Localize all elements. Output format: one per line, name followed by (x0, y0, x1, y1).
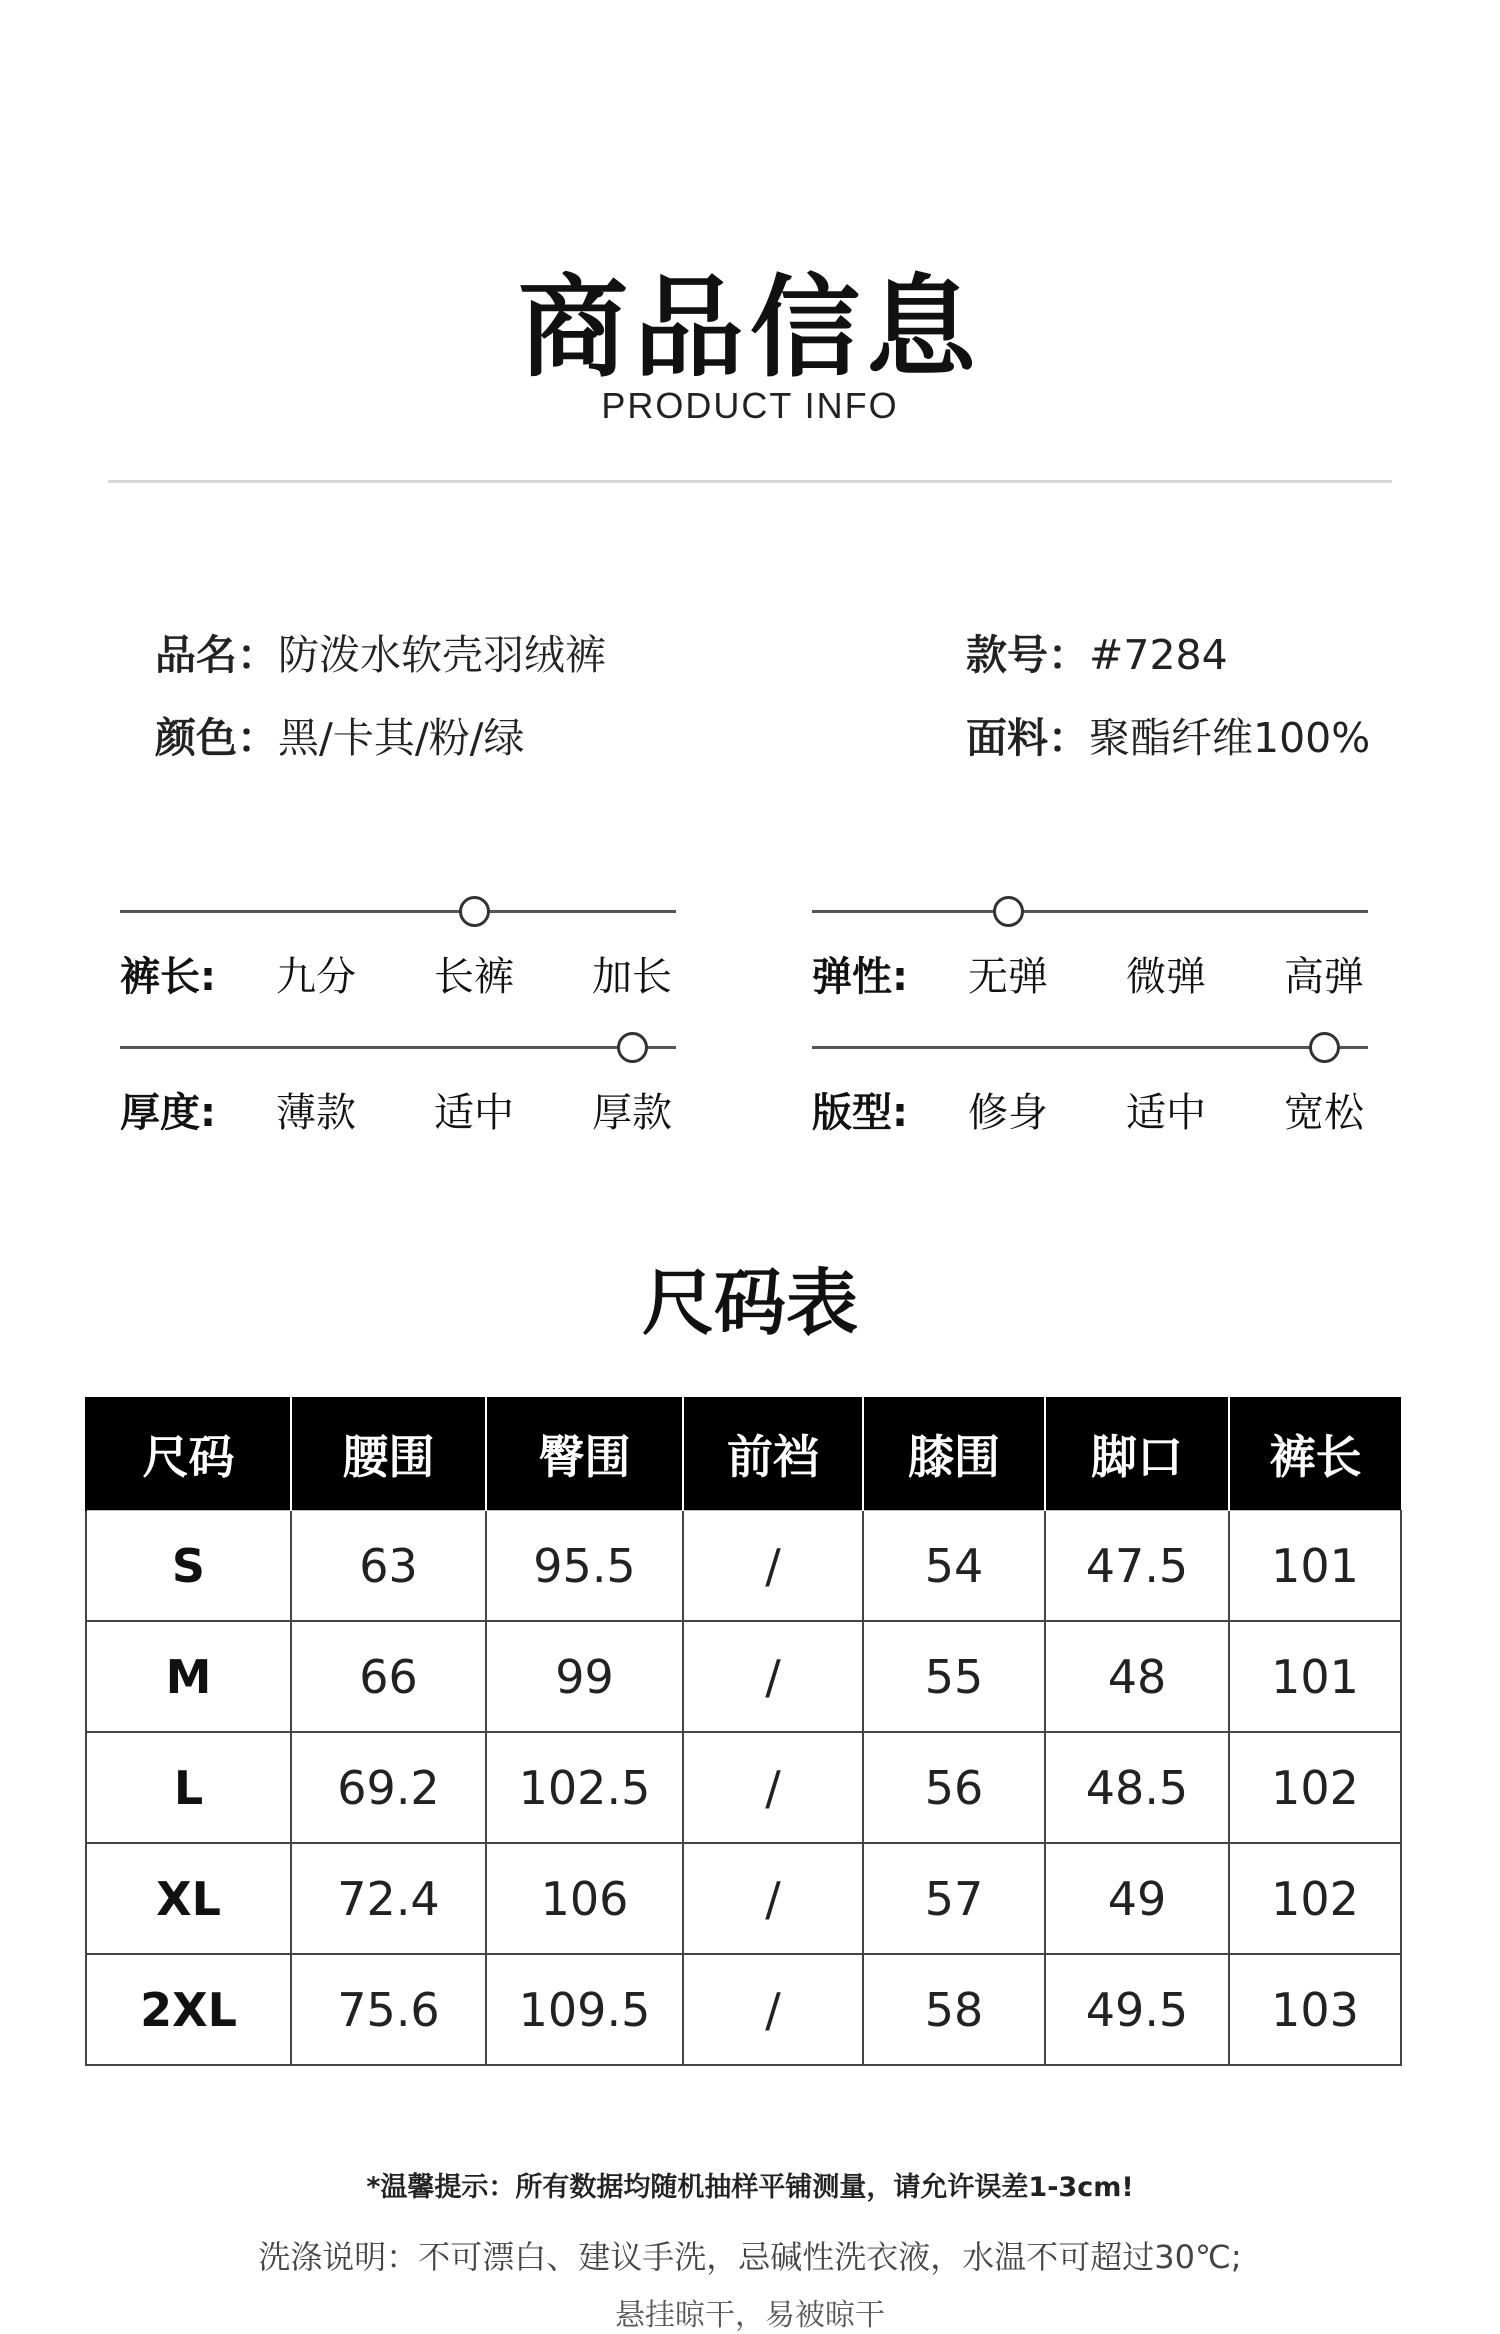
attribute-option: 适中 (1126, 1090, 1206, 1136)
info-style-label: 款号： (966, 631, 1089, 679)
info-color (155, 705, 524, 764)
size-table-header (86, 1397, 1401, 1511)
cell-waist: 72.4 (291, 1843, 486, 1954)
info-name-label: 品名： (155, 631, 278, 679)
page-title: 商品信息 (518, 264, 982, 392)
attribute-option: 高弹 (1284, 954, 1364, 1000)
divider (108, 480, 1392, 483)
header-hem: 脚口 (1045, 1397, 1229, 1511)
cell-knee: 58 (863, 1954, 1045, 2065)
table-row (86, 1621, 1401, 1732)
header-front-rise: 前裆 (683, 1397, 863, 1511)
cell-length: 102 (1229, 1732, 1401, 1843)
cell-hip: 99 (486, 1621, 683, 1732)
attribute-option: 薄款 (276, 1090, 356, 1136)
attribute-option: 长裤 (434, 954, 514, 1000)
attribute-marker (459, 896, 490, 927)
cell-hem: 49.5 (1045, 1954, 1229, 2065)
info-style (966, 622, 1228, 681)
cell-front-rise: / (683, 1511, 863, 1622)
attribute-option: 厚款 (592, 1090, 672, 1136)
size-chart-title: 尺码表 (641, 1261, 858, 1345)
page-subtitle: PRODUCT INFO (601, 385, 899, 426)
cell-size: XL (86, 1843, 291, 1954)
info-name-value: 防泼水软壳羽绒裤 (278, 631, 606, 679)
cell-hem: 49 (1045, 1843, 1229, 1954)
header-waist: 腰围 (291, 1397, 486, 1511)
attribute-option: 修身 (968, 1090, 1048, 1136)
cell-knee: 54 (863, 1511, 1045, 1622)
attribute-track (812, 1046, 1368, 1049)
cell-length: 101 (1229, 1621, 1401, 1732)
care-instructions-cont: 悬挂晾干，易被晾干 (615, 2298, 885, 2333)
info-fabric-value: 聚酯纤维100% (1089, 714, 1371, 762)
cell-size: M (86, 1621, 291, 1732)
info-name (155, 622, 606, 681)
cell-knee: 57 (863, 1843, 1045, 1954)
cell-waist: 66 (291, 1621, 486, 1732)
header-size: 尺码 (86, 1397, 291, 1511)
attribute-option: 九分 (276, 954, 356, 1000)
cell-size: S (86, 1511, 291, 1622)
cell-hip: 109.5 (486, 1954, 683, 2065)
cell-length: 101 (1229, 1511, 1401, 1622)
attribute-option: 宽松 (1284, 1090, 1364, 1136)
info-color-value: 黑/卡其/粉/绿 (278, 714, 525, 762)
attribute-label: 裤长: (120, 954, 216, 1000)
header-hip: 臀围 (486, 1397, 683, 1511)
cell-waist: 63 (291, 1511, 486, 1622)
cell-hem: 48.5 (1045, 1732, 1229, 1843)
cell-hip: 102.5 (486, 1732, 683, 1843)
size-table (85, 1397, 1402, 2066)
header-length: 裤长 (1229, 1397, 1401, 1511)
attribute-track (812, 910, 1368, 913)
info-fabric-label: 面料： (966, 714, 1089, 762)
attribute-option: 微弹 (1126, 954, 1206, 1000)
table-row (86, 1843, 1401, 1954)
attribute-option: 无弹 (968, 954, 1048, 1000)
cell-size: 2XL (86, 1954, 291, 2065)
cell-knee: 56 (863, 1732, 1045, 1843)
cell-hem: 48 (1045, 1621, 1229, 1732)
cell-hip: 106 (486, 1843, 683, 1954)
attribute-option: 适中 (434, 1090, 514, 1136)
cell-length: 102 (1229, 1843, 1401, 1954)
attribute-track (120, 910, 676, 913)
cell-waist: 75.6 (291, 1954, 486, 2065)
attribute-label: 厚度: (120, 1090, 216, 1136)
cell-hem: 47.5 (1045, 1511, 1229, 1622)
cell-front-rise: / (683, 1621, 863, 1732)
care-instructions: 洗涤说明：不可漂白、建议手洗，忌碱性洗衣液，水温不可超过30℃; (258, 2238, 1242, 2276)
cell-front-rise: / (683, 1732, 863, 1843)
attribute-label: 版型: (812, 1090, 908, 1136)
attribute-marker (1309, 1032, 1340, 1063)
attribute-track (120, 1046, 676, 1049)
info-fabric (966, 705, 1370, 764)
attribute-label: 弹性: (812, 954, 908, 1000)
cell-hip: 95.5 (486, 1511, 683, 1622)
attribute-marker (993, 896, 1024, 927)
attribute-option: 加长 (592, 954, 672, 1000)
cell-knee: 55 (863, 1621, 1045, 1732)
info-color-label: 颜色： (155, 714, 278, 762)
cell-size: L (86, 1732, 291, 1843)
info-style-value: #7284 (1089, 631, 1228, 679)
cell-length: 103 (1229, 1954, 1401, 2065)
table-row (86, 1954, 1401, 2065)
attribute-marker (617, 1032, 648, 1063)
cell-waist: 69.2 (291, 1732, 486, 1843)
header-knee: 膝围 (863, 1397, 1045, 1511)
table-row (86, 1511, 1401, 1622)
measurement-note: *温馨提示：所有数据均随机抽样平铺测量，请允许误差1-3cm! (366, 2172, 1134, 2203)
table-row (86, 1732, 1401, 1843)
cell-front-rise: / (683, 1843, 863, 1954)
cell-front-rise: / (683, 1954, 863, 2065)
